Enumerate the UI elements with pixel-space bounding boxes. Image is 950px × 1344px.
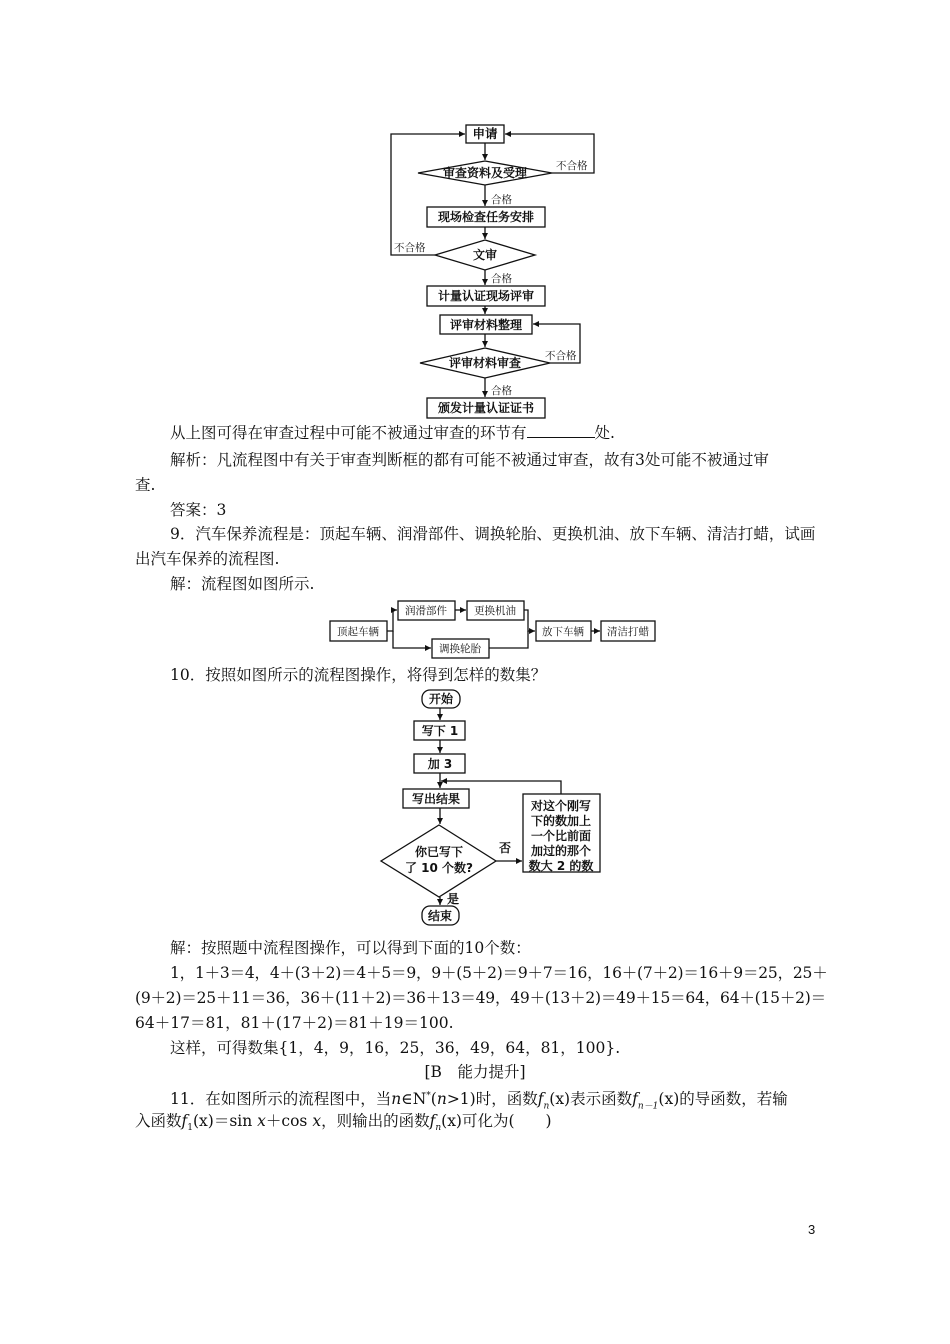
car-maintenance-flowchart: [325, 595, 660, 660]
flow1-site-task: 现场检查任务安排: [437, 210, 535, 224]
q9-solution: 解：流程图如图所示.: [170, 575, 315, 593]
q11-text: (x): [658, 1090, 680, 1109]
q11-text: >1)时，函数: [446, 1090, 538, 1109]
math-f: f: [632, 1090, 638, 1109]
flow1-measure-review: 计量认证现场评审: [437, 289, 535, 303]
flow3-write1: 写下 1: [421, 724, 459, 738]
flow1-fail-label: 不合格: [556, 160, 588, 172]
q8-analysis-line1: 解析：凡流程图中有关于审查判断框的都有可能不被通过审查，故有3处可能不被通过审: [170, 451, 769, 469]
flow2-wax: 清洁打蜡: [607, 626, 649, 638]
q8-question-text: 从上图可得在审查过程中可能不被通过审查的环节有: [170, 424, 527, 442]
flow3-condition-line2: 了 10 个数?: [404, 861, 474, 875]
q11-text: (x)可化为( ): [441, 1112, 552, 1130]
subscript: n－1: [637, 1101, 659, 1112]
q11-text: ，则输出的函数: [321, 1112, 430, 1130]
flow3-yes-label: 是: [447, 892, 460, 906]
flow1-fail-label: 不合格: [545, 350, 577, 362]
q11-text: 11．在如图所示的流程图中，当: [170, 1090, 392, 1109]
subscript: n: [543, 1101, 550, 1112]
flow3-side-line3: 一个比前面: [530, 829, 592, 843]
flow3-side-line5: 数大 2 的数: [528, 859, 594, 873]
q11-text: (x)＝sin: [193, 1112, 253, 1130]
math-f: f: [181, 1112, 188, 1130]
q9-question-line1: 9．汽车保养流程是：顶起车辆、润滑部件、调换轮胎、更换机油、放下车辆、清洁打蜡，试画: [170, 525, 816, 543]
flow3-side-line4: 加过的那个: [530, 844, 592, 858]
flow1-pass-label: 合格: [491, 273, 512, 285]
page-number: 3: [808, 1222, 816, 1237]
q11-text: 入函数: [135, 1112, 182, 1130]
flow2-jack-up: 顶起车辆: [337, 626, 379, 638]
q11-line2: [135, 1109, 815, 1141]
q10-solution-line1: 1，1＋3＝4，4＋(3＋2)＝4＋5＝9，9＋(5＋2)＝9＋7＝16，16＋(7＋2)＝16＋9＝25，25＋: [170, 964, 828, 982]
q8-analysis-line2: 查.: [135, 476, 156, 494]
math-f: f: [429, 1112, 436, 1130]
math-n: n: [436, 1090, 447, 1109]
q10-conclusion: 这样，可得数集{1，4，9，16，25，36，49，64，81，100}.: [170, 1039, 621, 1057]
answer-blank: [527, 423, 595, 438]
flow1-review-accept: 审查资料及受理: [442, 166, 528, 180]
q10-question: 10．按照如图所示的流程图操作，将得到怎样的数集？: [170, 666, 547, 684]
flow1-pass-label: 合格: [491, 194, 512, 206]
q11-text: ∈N: [401, 1090, 427, 1109]
subscript: 1: [187, 1123, 193, 1134]
flow2-lubricate: 润滑部件: [405, 605, 447, 617]
q10-solution-line3: 64＋17＝81，81＋(17＋2)＝81＋19＝100.: [135, 1014, 454, 1032]
superscript: *: [426, 1091, 431, 1101]
q10-solution-line2: (9＋2)＝25＋11＝36，36＋(11＋2)＝36＋13＝49，49＋(13＋2)＝49＋15＝64，64＋(15＋2)＝: [135, 989, 826, 1007]
q10-solution-intro: 解：按照题中流程图操作，可以得到下面的10个数：: [170, 939, 531, 957]
q8-question: [170, 421, 850, 446]
flow1-doc-review: 文审: [472, 248, 498, 262]
math-x: x: [257, 1112, 266, 1130]
section-heading: [0, 1060, 950, 1085]
flow3-condition-line1: 你已写下: [414, 845, 464, 859]
flow3-write-result: 写出结果: [411, 792, 461, 806]
flow3-add3: 加 3: [427, 757, 453, 771]
approval-flowchart: [380, 120, 610, 420]
math-x: x: [312, 1112, 322, 1130]
subscript: n: [435, 1123, 442, 1134]
q11-text: ＋cos: [265, 1112, 308, 1130]
math-n: n: [391, 1090, 402, 1109]
flow2-swap-tires: 调换轮胎: [439, 643, 481, 655]
flow2-change-oil: 更换机油: [474, 605, 516, 617]
q11-text: 的导函数，若输: [679, 1090, 788, 1109]
flow1-pass-label: 合格: [491, 385, 512, 397]
q11-text: (: [430, 1090, 437, 1109]
flow3-start: 开始: [428, 692, 454, 706]
q9-question-line2: 出汽车保养的流程图.: [135, 550, 280, 568]
q11-text: (x): [549, 1090, 571, 1109]
flow1-apply: 申请: [472, 126, 498, 141]
flow1-material-check: 评审材料审查: [448, 356, 522, 370]
flow3-side-line2: 下的数加上: [530, 814, 592, 828]
flow3-end: 结束: [427, 909, 453, 923]
flow1-issue-cert: 颁发计量认证证书: [437, 401, 535, 415]
q8-answer: 答案：3: [170, 501, 227, 519]
flow1-fail-label: 不合格: [394, 242, 426, 254]
flow2-lower: 放下车辆: [542, 626, 584, 638]
math-f: f: [537, 1090, 544, 1109]
flow3-side-line1: 对这个刚写: [530, 799, 592, 813]
flow3-no-label: 否: [499, 841, 512, 855]
q11-text: 表示函数: [570, 1090, 633, 1109]
q8-question-end: 处.: [594, 424, 615, 442]
number-sequence-flowchart: [375, 685, 610, 930]
section-b-label: [B 能力提升]: [424, 1063, 526, 1081]
flow1-material-sort: 评审材料整理: [449, 318, 523, 332]
